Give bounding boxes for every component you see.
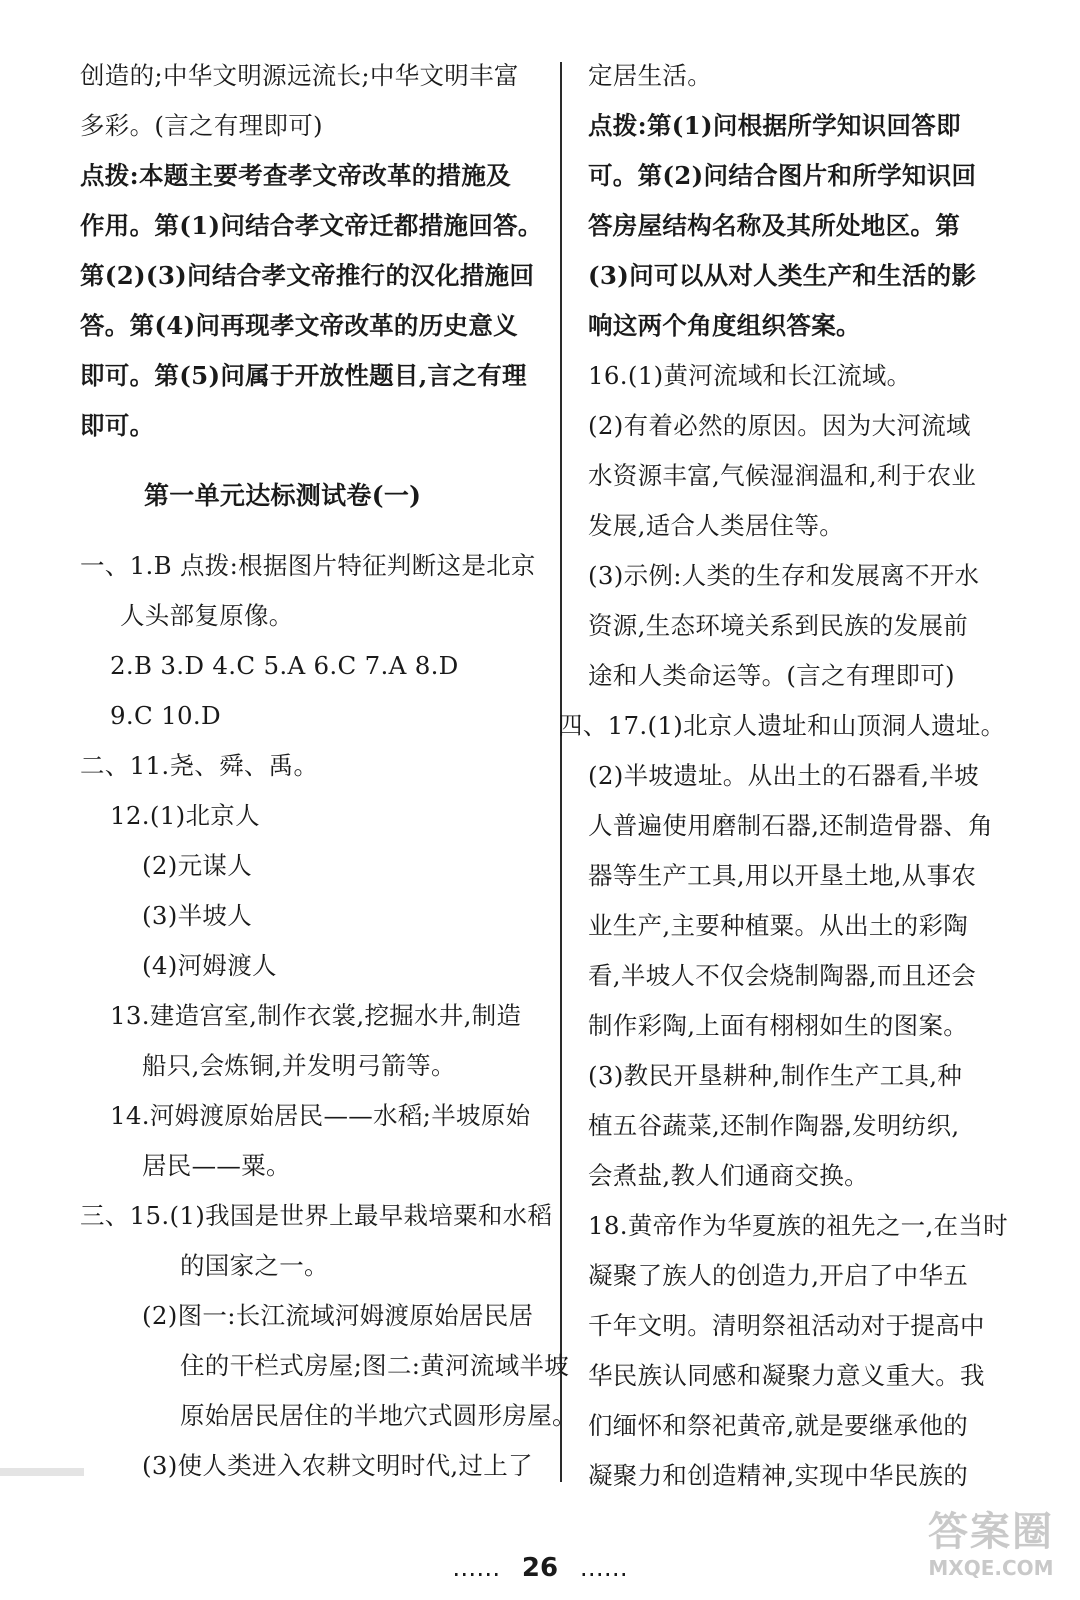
text-line: 响这两个角度组织答案。 <box>588 311 861 340</box>
text-line: 发展,适合人类居住等。 <box>588 511 845 540</box>
text-line: 答房屋结构名称及其所处地区。第 <box>588 211 960 240</box>
watermark-url: MXQE.COM <box>928 1556 1054 1580</box>
text-line: 凝聚了族人的创造力,开启了中华五 <box>588 1261 969 1290</box>
text-line: 人头部复原像。 <box>120 601 294 630</box>
text-line: 16.(1)黄河流域和长江流域。 <box>588 361 912 390</box>
text-line: 住的干栏式房屋;图二:黄河流域半坡 <box>180 1351 570 1380</box>
text-line: 的国家之一。 <box>180 1251 329 1280</box>
text-line: 可。第(2)问结合图片和所学知识回 <box>588 161 977 190</box>
column-divider <box>560 62 562 1482</box>
text-line: 定居生活。 <box>588 61 712 90</box>
text-line: (2)图一:长江流域河姆渡原始居民居 <box>142 1301 534 1330</box>
text-line: (2)有着必然的原因。因为大河流域 <box>588 411 971 440</box>
text-line: 三、15.(1)我国是世界上最早栽培粟和水稻 <box>80 1201 553 1230</box>
text-line: 原始居民居住的半地穴式圆形房屋。 <box>180 1401 577 1430</box>
scan-artifact <box>0 1468 120 1476</box>
text-line: 13.建造宫室,制作衣裳,挖掘水井,制造 <box>110 1001 522 1030</box>
text-line: 一、1.B 点拨:根据图片特征判断这是北京 <box>80 551 536 580</box>
text-line: (3)半坡人 <box>142 901 253 930</box>
text-line: 作用。第(1)问结合孝文帝迁都措施回答。 <box>80 211 543 240</box>
section-heading: 第一单元达标测试卷(一) <box>144 481 422 510</box>
text-line: 14.河姆渡原始居民——水稻;半坡原始 <box>110 1101 531 1130</box>
text-line: 第(2)(3)问结合孝文帝推行的汉化措施回 <box>80 261 535 290</box>
text-line: 居民——粟。 <box>142 1151 291 1180</box>
text-line: 业生产,主要种植粟。从出土的彩陶 <box>588 911 969 940</box>
text-line: 点拨:第(1)问根据所学知识回答即 <box>588 111 961 140</box>
text-line: 人普遍使用磨制石器,还制造骨器、角 <box>588 811 993 840</box>
text-line: 植五谷蔬菜,还制作陶器,发明纺织, <box>588 1111 960 1140</box>
text-line: 华民族认同感和凝聚力意义重大。我 <box>588 1361 985 1390</box>
text-line: (3)教民开垦耕种,制作生产工具,种 <box>588 1061 963 1090</box>
text-line: 答。第(4)问再现孝文帝改革的历史意义 <box>80 311 518 340</box>
footer-dots-right: …… <box>579 1554 628 1582</box>
text-line: 会煮盐,教人们通商交换。 <box>588 1161 869 1190</box>
text-line: 多彩。(言之有理即可) <box>80 111 323 140</box>
text-line: 途和人类命运等。(言之有理即可) <box>588 661 955 690</box>
footer-dots-left: …… <box>452 1554 501 1582</box>
text-line: 凝聚力和创造精神,实现中华民族的 <box>588 1461 969 1490</box>
text-line: 18.黄帝作为华夏族的祖先之一,在当时 <box>588 1211 1008 1240</box>
text-line: 器等生产工具,用以开垦土地,从事农 <box>588 861 977 890</box>
text-line: 即可。第(5)问属于开放性题目,言之有理 <box>80 361 527 390</box>
text-line: 制作彩陶,上面有栩栩如生的图案。 <box>588 1011 969 1040</box>
text-line: 2.B 3.D 4.C 5.A 6.C 7.A 8.D <box>110 651 459 680</box>
watermark-text: 答案圈 <box>928 1509 1054 1555</box>
text-line: 二、11.尧、舜、禹。 <box>80 751 319 780</box>
text-line: 9.C 10.D <box>110 701 221 730</box>
text-line: 水资源丰富,气候湿润温和,利于农业 <box>588 461 977 490</box>
text-line: 看,半坡人不仅会烧制陶器,而且还会 <box>588 961 977 990</box>
text-line: 资源,生态环境关系到民族的发展前 <box>588 611 969 640</box>
text-line: (3)使人类进入农耕文明时代,过上了 <box>142 1451 533 1480</box>
text-line: 创造的;中华文明源远流长;中华文明丰富 <box>80 61 519 90</box>
text-line: 即可。 <box>80 411 155 440</box>
text-line: (4)河姆渡人 <box>142 951 277 980</box>
text-line: 四、17.(1)北京人遗址和山顶洞人遗址。 <box>558 711 1006 740</box>
text-line: (2)元谋人 <box>142 851 253 880</box>
text-line: (3)示例:人类的生存和发展离不开水 <box>588 561 980 590</box>
page-number: 26 <box>521 1553 559 1583</box>
text-line: 千年文明。清明祭祖活动对于提高中 <box>588 1311 985 1340</box>
watermark-logo <box>916 1510 1066 1594</box>
text-line: (3)问可以从对人类生产和生活的影 <box>588 261 977 290</box>
text-line: (2)半坡遗址。从出土的石器看,半坡 <box>588 761 979 790</box>
text-line: 12.(1)北京人 <box>110 801 260 830</box>
text-line: 点拨:本题主要考查孝文帝改革的措施及 <box>80 161 511 190</box>
text-line: 们缅怀和祭祀黄帝,就是要继承他的 <box>588 1411 969 1440</box>
text-line: 船只,会炼铜,并发明弓箭等。 <box>142 1051 456 1080</box>
